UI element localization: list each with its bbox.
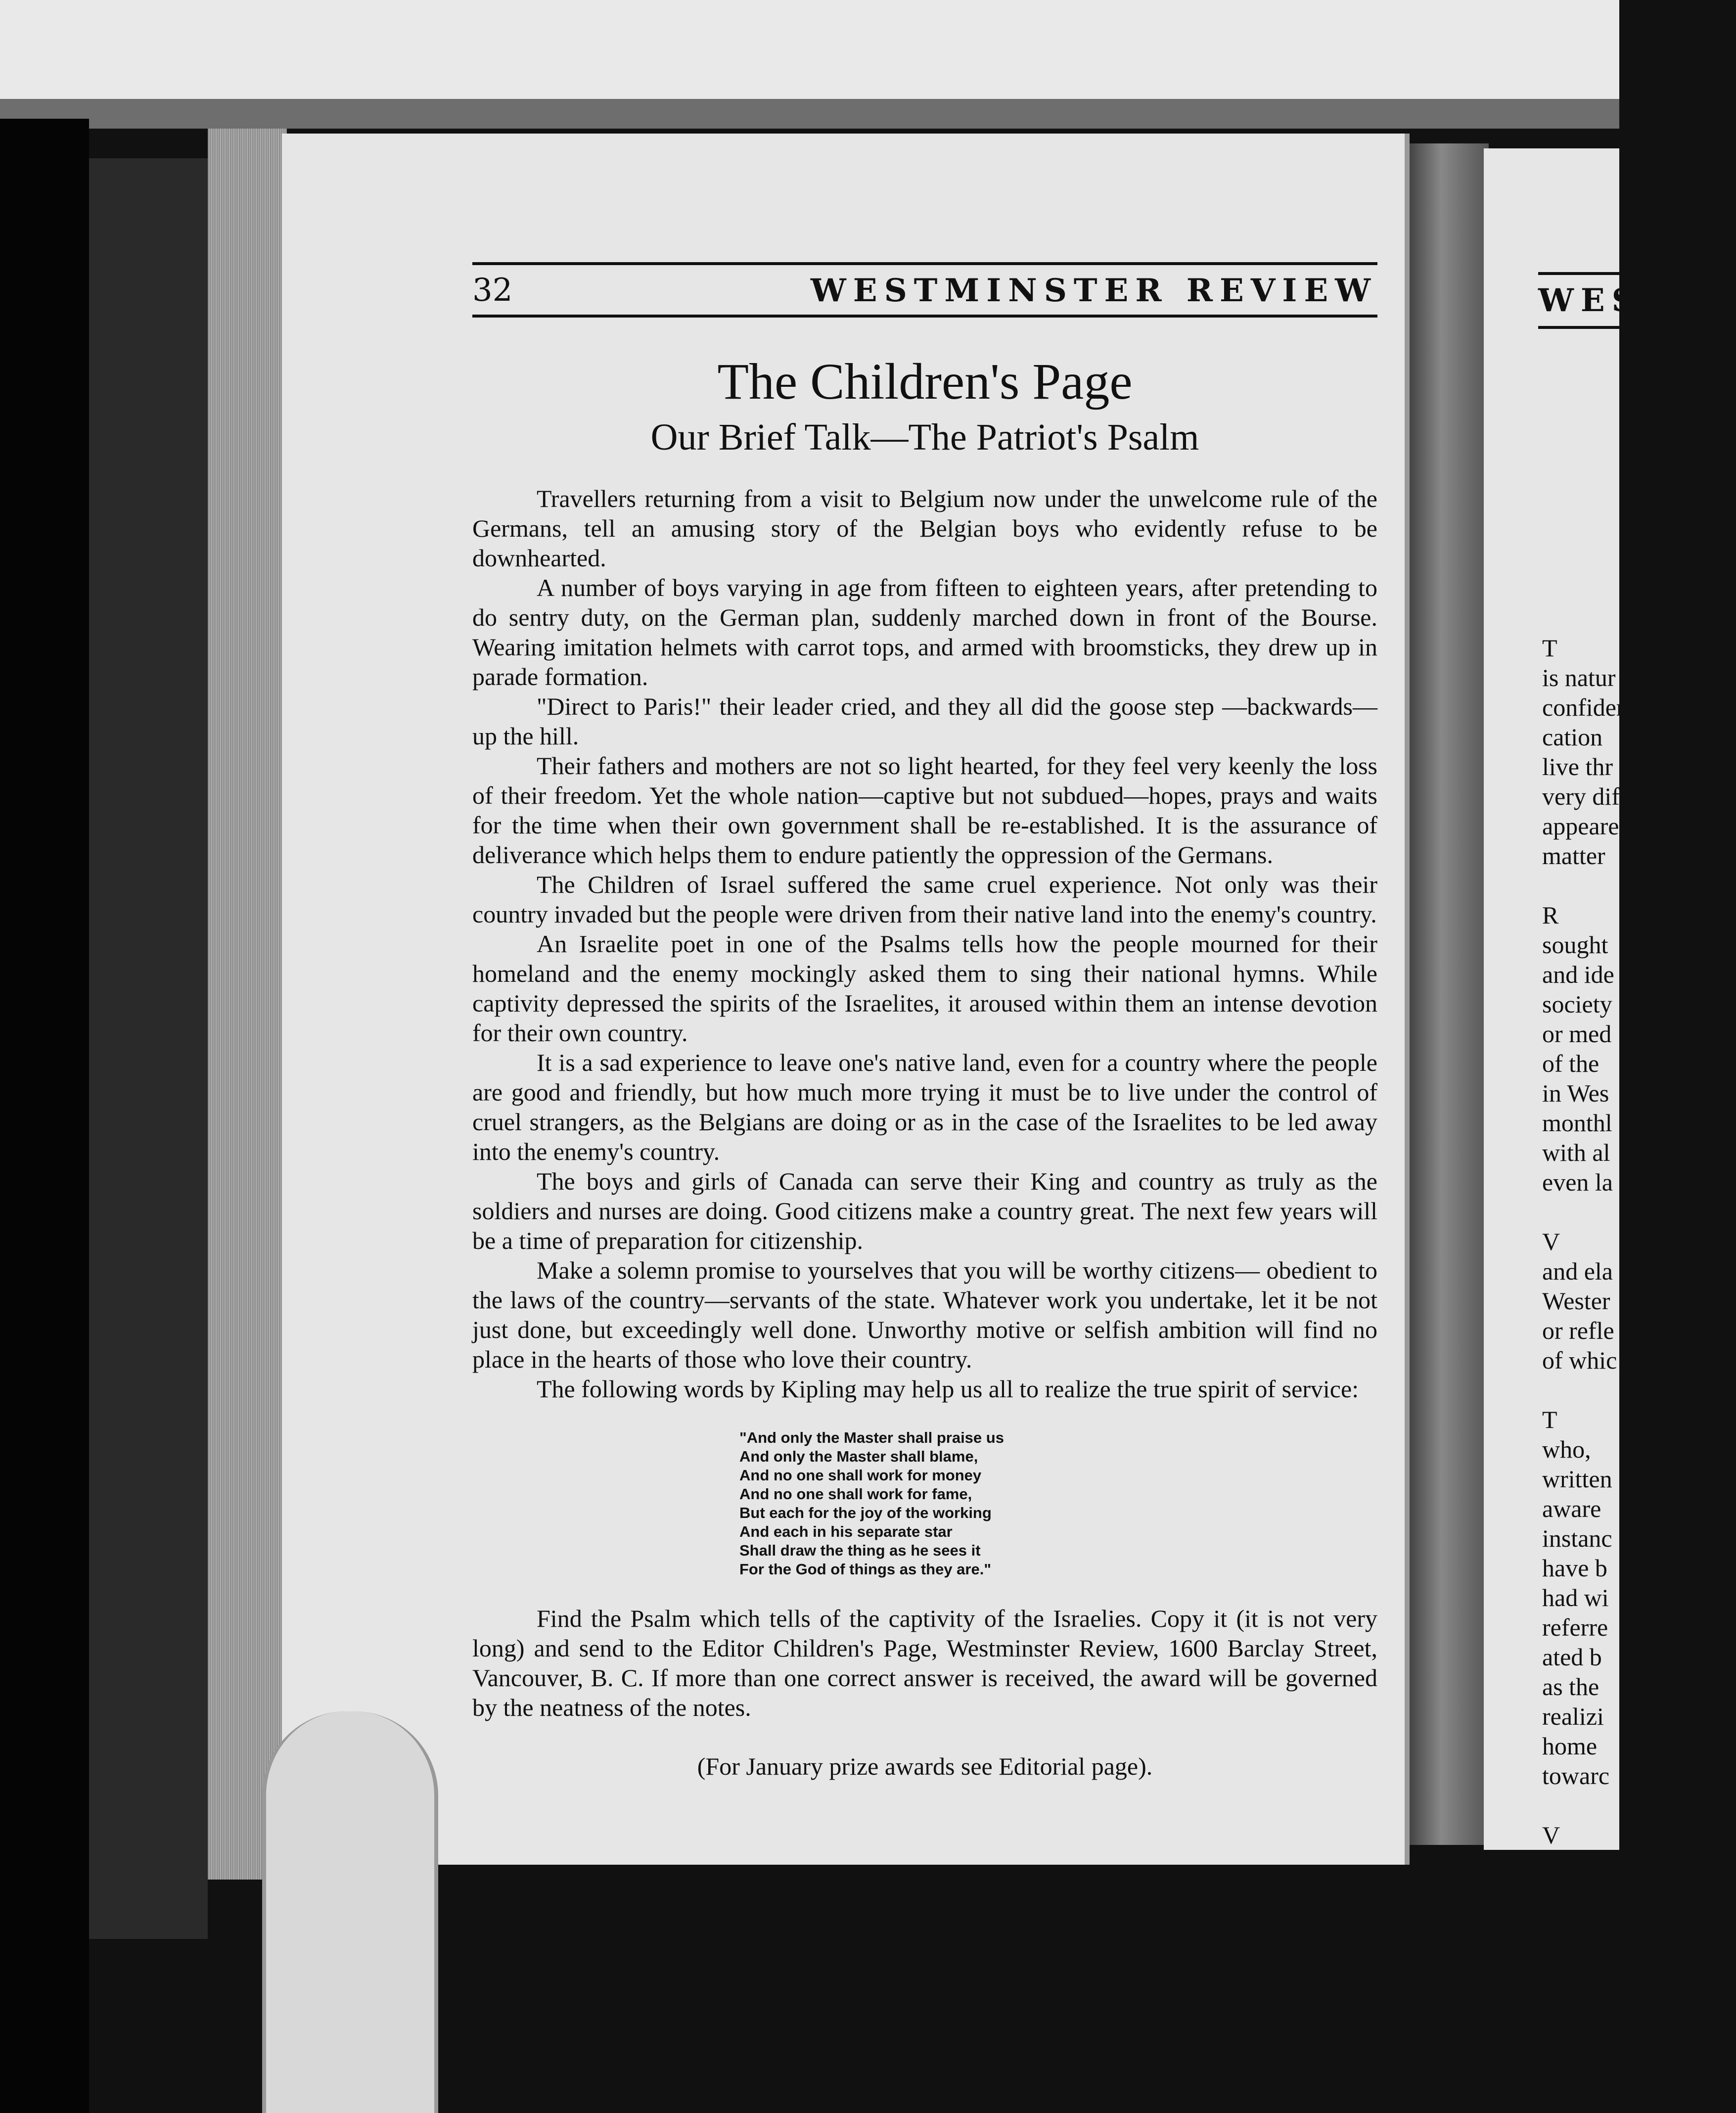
text-fragment: home — [1542, 1732, 1598, 1760]
paragraph: Travellers returning from a visit to Belgium now under the unwelcome rule of the Germans, tell an amusing story of the Belgian boys who evidently refuse to be downhearted. — [472, 485, 1377, 572]
page-holder-thumb — [262, 1711, 438, 2113]
text-fragment: by its — [1542, 1851, 1597, 1879]
paragraph: The following words by Kipling may help us all to realize the true spirit of service: — [537, 1375, 1359, 1403]
paragraph: A number of boys varying in age from fifteen to eighteen years, after pretending to do sentry duty, on the German plan, suddenly marched down in front of the Bourse. Wearing imitation helmets with carrot tops, and armed with broomsticks, they drew up in parade formation. — [472, 574, 1377, 690]
journal-title: WESTMINSTER REVIEW — [810, 272, 1377, 309]
contest-paragraph: Find the Psalm which tells of the captivity of the Israelies. Copy it (it is not very long) and send to the Editor Children's Page, Westminster Review, 1600 Barclay Street, Vancouver, B. C. If more than one correct answer is received, the award will be governed by the neatness of the notes. — [472, 1605, 1377, 1721]
poem-line: For the God of things as they are." — [739, 1561, 992, 1578]
article-body — [472, 484, 1377, 1404]
paragraph: Their fathers and mothers are not so light hearted, for they feel very keenly the loss of their freedom. Yet the whole nation—captive but not subdued—hopes, prays and waits for the time when their own government shall be re-established. It is the assurance of deliverance which helps them to endure patiently the oppression of the Germans. — [472, 752, 1377, 869]
text-fragment: of whic — [1542, 1346, 1617, 1374]
text-fragment: very dif — [1542, 782, 1620, 810]
poem-line: "And only the Master shall praise us — [739, 1429, 1004, 1446]
paragraph: "Direct to Paris!" their leader cried, and they all did the goose step —backwards—up the hill. — [472, 692, 1377, 750]
text-fragment: matter — [1542, 842, 1605, 870]
text-fragment: instanc — [1542, 1524, 1612, 1552]
text-fragment: is natur — [1542, 664, 1616, 691]
poem-line: And only the Master shall blame, — [739, 1448, 978, 1465]
text-fragment: "prop — [1542, 2029, 1598, 2057]
poem-line: But each for the joy of the working — [739, 1504, 992, 1521]
scan-background-left — [0, 119, 89, 2113]
text-fragment: who, — [1542, 1435, 1591, 1463]
text-fragment: and ela — [1542, 1257, 1613, 1285]
text-fragment: cation — [1542, 723, 1603, 751]
book-gutter — [1410, 143, 1489, 1845]
text-fragment: ated b — [1542, 1643, 1602, 1671]
page-edges — [208, 129, 287, 1880]
text-fragment: had wi — [1542, 1584, 1609, 1611]
book-cover — [89, 158, 208, 1939]
right-page-running-head: WES — [1538, 272, 1736, 329]
kipling-poem — [739, 1428, 1377, 1579]
article-title: The Children's Page — [717, 353, 1133, 410]
text-fragment: T — [1542, 1406, 1557, 1433]
footer-note: (For January prize awards see Editorial page). — [697, 1752, 1153, 1780]
text-fragment: or refle — [1542, 1317, 1614, 1344]
text-fragment: with al — [1542, 1139, 1610, 1166]
article-subtitle: Our Brief Talk—The Patriot's Psalm — [650, 416, 1199, 458]
scan-band — [0, 99, 1619, 129]
poem-line: And each in his separate star — [739, 1523, 953, 1540]
right-page — [1484, 148, 1642, 2057]
paragraph: Make a solemn promise to yourselves that you will be worthy citizens— obedient to the laws of the country—servants of the state. Whatever work you undertake, let it be not just done, but exceedingly well done. Unworthy motive or selfish ambition will find no place in the hearts of those who love their country. — [472, 1256, 1377, 1373]
text-fragment: in Wes — [1542, 1079, 1609, 1107]
page-number: 32 — [472, 272, 513, 309]
text-fragment: realizi — [1542, 1702, 1604, 1730]
paragraph: The boys and girls of Canada can serve their King and country as truly as the soldiers and nurses are doing. Good citizens make a country great. The next few years will be a time of preparation for citizenship. — [472, 1167, 1377, 1254]
poem-line: Shall draw the thing as he sees it — [739, 1542, 981, 1559]
text-fragment: uncom — [1542, 1881, 1610, 1908]
text-fragment: referre — [1542, 1613, 1608, 1641]
paragraph: It is a sad experience to leave one's native land, even for a country where the people are good and friendly, but how much more trying it must be to live under the control of cruel strangers, as the Belgians are doing or as in the case of the Israelites to be led away into the enemy's country. — [472, 1049, 1377, 1165]
text-fragment: appeare — [1542, 812, 1619, 840]
text-fragment: a solic — [1542, 1970, 1606, 1997]
poem-line: And no one shall work for money — [739, 1467, 982, 1484]
text-fragment: as the — [1542, 1673, 1599, 1700]
text-fragment: have b — [1542, 1554, 1607, 1582]
paragraph: An Israelite poet in one of the Psalms tells how the people mourned for their homeland and the enemy mockingly asked them to sing their national hymns. While captivity depressed the spirits of the Israelites, it aroused within them an intense devotion for their own country. — [472, 930, 1377, 1047]
text-fragment: V — [1542, 1821, 1560, 1849]
text-fragment: written — [1542, 1465, 1612, 1493]
paragraph: The Children of Israel suffered the same cruel experience. Not only was their country invaded but the people were driven from their native land into the enemy's country. — [472, 871, 1377, 928]
page-content — [472, 262, 1377, 1781]
text-fragment: Wester — [1542, 1287, 1610, 1315]
text-fragment: R — [1542, 901, 1559, 929]
text-fragment: sought — [1542, 931, 1608, 959]
text-fragment: aware — [1542, 1495, 1601, 1522]
text-fragment: or med — [1542, 1020, 1612, 1048]
text-fragment: confider — [1542, 693, 1625, 721]
text-fragment: monthl — [1542, 1109, 1612, 1137]
right-page-text — [1542, 633, 1625, 2058]
text-fragment: T — [1542, 634, 1557, 662]
text-fragment: V — [1542, 1228, 1560, 1255]
text-fragment: ranger — [1542, 1910, 1605, 1938]
text-fragment: live thr — [1542, 753, 1613, 781]
text-fragment: society — [1542, 990, 1612, 1018]
text-fragment: and ide — [1542, 961, 1614, 988]
text-fragment: of the — [1542, 1050, 1599, 1077]
text-fragment: even la — [1542, 1168, 1613, 1196]
text-fragment: towarc — [1542, 1762, 1610, 1790]
text-fragment: the de — [1542, 1940, 1602, 1968]
running-head — [472, 262, 1377, 318]
text-fragment: the co — [1542, 1999, 1602, 2027]
poem-line: And no one shall work for fame, — [739, 1485, 972, 1503]
